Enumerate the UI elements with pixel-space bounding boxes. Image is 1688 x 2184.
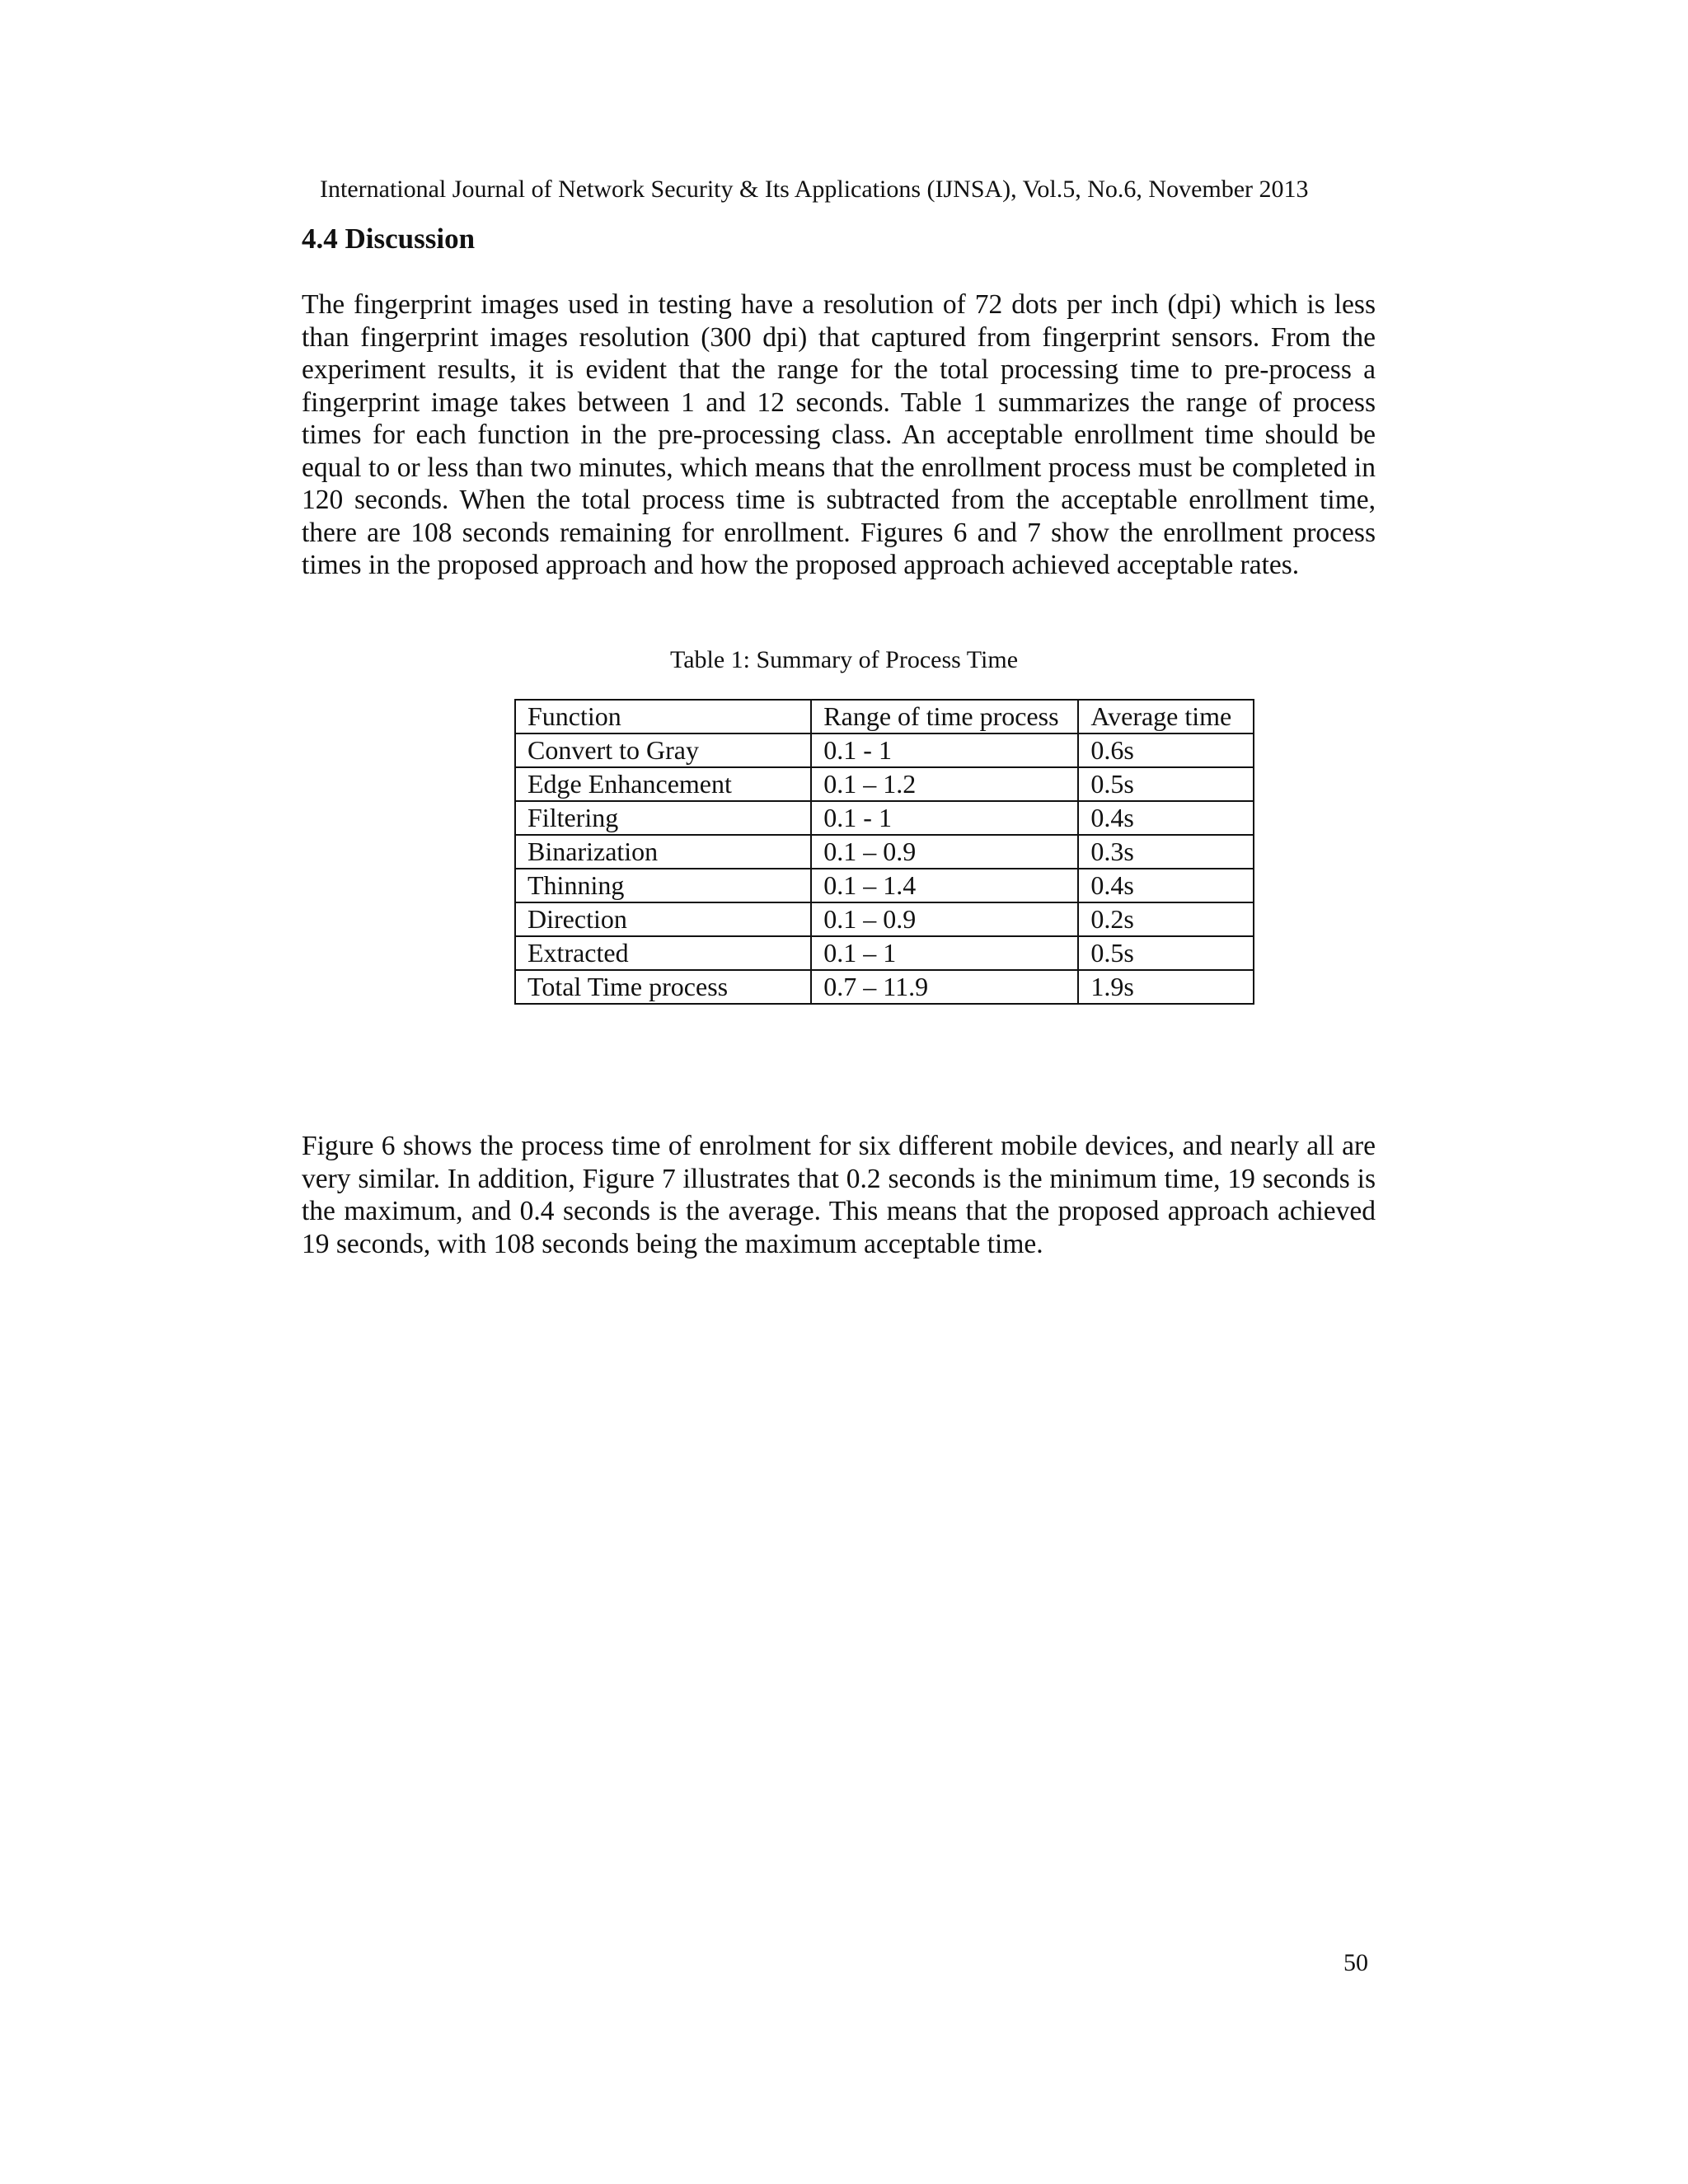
- cell-function: Edge Enhancement: [515, 767, 811, 801]
- table-caption: Table 1: Summary of Process Time: [669, 646, 1019, 673]
- body-paragraph-2: Figure 6 shows the process time of enrolment for six different mobile devices, and nearly all are very similar. In addition, Figure 7 illustrates that 0.2 seconds is the minimum time, 19 seconds is the maximum, and 0.4 seconds is the average. This means that the proposed approach achieved 19 seconds, with 108 seconds being the maximum acceptable time.: [302, 1131, 1376, 1259]
- table-row: [515, 902, 1254, 936]
- cell-range: 0.1 – 0.9: [811, 902, 1078, 936]
- cell-range: 0.7 – 11.9: [811, 970, 1078, 1004]
- cell-function: Direction: [515, 902, 811, 936]
- process-time-table: [514, 699, 1254, 1005]
- cell-range: 0.1 - 1: [811, 733, 1078, 767]
- cell-range: 0.1 – 1: [811, 936, 1078, 970]
- cell-average: 0.3s: [1078, 835, 1254, 869]
- cell-average: 0.4s: [1078, 801, 1254, 835]
- table-header-row: [515, 700, 1254, 733]
- cell-range: 0.1 – 1.2: [811, 767, 1078, 801]
- cell-average: 0.5s: [1078, 767, 1254, 801]
- table-row: [515, 801, 1254, 835]
- cell-function: Filtering: [515, 801, 811, 835]
- header-function: Function: [515, 700, 811, 733]
- table-row: [515, 936, 1254, 970]
- table-row: [515, 970, 1254, 1004]
- cell-function: Total Time process: [515, 970, 811, 1004]
- cell-average: 1.9s: [1078, 970, 1254, 1004]
- cell-function: Extracted: [515, 936, 811, 970]
- cell-function: Convert to Gray: [515, 733, 811, 767]
- cell-range: 0.1 - 1: [811, 801, 1078, 835]
- cell-function: Thinning: [515, 869, 811, 902]
- header-average: Average time: [1078, 700, 1254, 733]
- table-row: [515, 835, 1254, 869]
- header-range: Range of time process: [811, 700, 1078, 733]
- cell-function: Binarization: [515, 835, 811, 869]
- cell-average: 0.4s: [1078, 869, 1254, 902]
- cell-range: 0.1 – 0.9: [811, 835, 1078, 869]
- cell-average: 0.2s: [1078, 902, 1254, 936]
- table-row: [515, 767, 1254, 801]
- cell-average: 0.5s: [1078, 936, 1254, 970]
- page-number: 50: [1343, 1949, 1368, 1976]
- table-row: [515, 869, 1254, 902]
- cell-range: 0.1 – 1.4: [811, 869, 1078, 902]
- cell-average: 0.6s: [1078, 733, 1254, 767]
- section-heading: 4.4 Discussion: [302, 223, 476, 255]
- body-paragraph-1: The fingerprint images used in testing have a resolution of 72 dots per inch (dpi) which is less than fingerprint images resolution (300 dpi) that captured from fingerprint sensors. From the experiment results, it is evident that the range for the total processing time to pre-process a fingerprint image takes between 1 and 12 seconds. Table 1 summarizes the range of process times for each function in the pre-processing class. An acceptable enrollment time should be equal to or less than two minutes, which means that the enrollment process must be completed in 120 seconds. When the total process time is subtracted from the acceptable enrollment time, there are 108 seconds remaining for enrollment. Figures 6 and 7 show the enrollment process times in the proposed approach and how the proposed approach achieved acceptable rates.: [302, 289, 1376, 580]
- running-header: International Journal of Network Security & Its Applications (IJNSA), Vol.5, No.6, November 2013: [320, 176, 1309, 203]
- table-row: [515, 733, 1254, 767]
